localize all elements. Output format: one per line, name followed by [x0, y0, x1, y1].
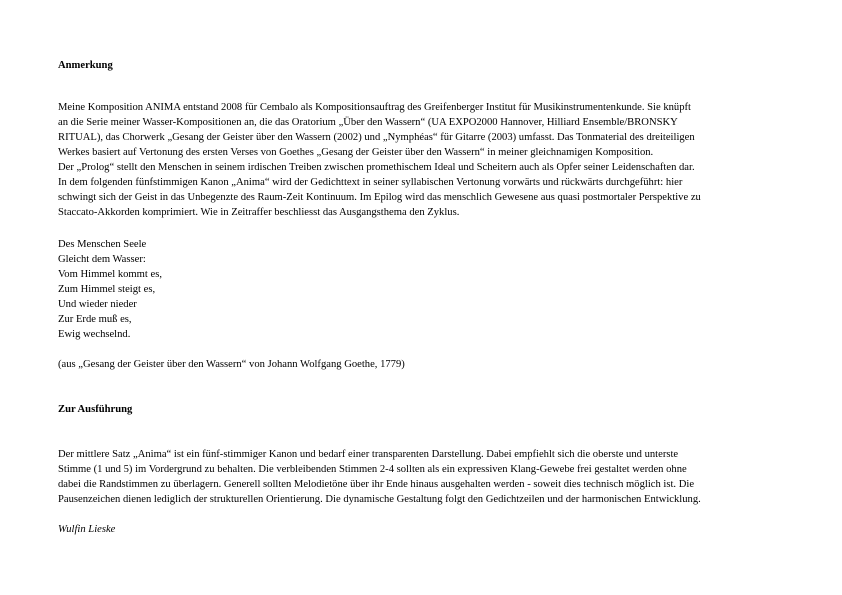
intro-line: an die Serie meiner Wasser-Kompositionen an, die das Oratorium „Über den Wassern“ (UA EXPO2000 Hannover, Hilliard Ensemble/BRONSKY: [58, 117, 678, 128]
intro-paragraph: [58, 100, 790, 220]
heading-anmerkung: Anmerkung: [58, 60, 113, 71]
performance-line: Pausenzeichen dienen lediglich der strukturellen Orientierung. Die dynamische Gestaltung folgt den Gedichtzeilen und der harmonischen Entwicklung.: [58, 494, 701, 505]
performance-paragraph: [58, 447, 790, 507]
poem-line: Ewig wechselnd.: [58, 329, 131, 340]
poem-source: (aus „Gesang der Geister über den Wassern“ von Johann Wolfgang Goethe, 1779): [58, 359, 405, 370]
poem-line: Vom Himmel kommt es,: [58, 269, 162, 280]
intro-line: Staccato-Akkorden komprimiert. Wie in Zeitraffer beschliesst das Ausgangsthema den Zyklus.: [58, 207, 460, 218]
intro-line: schwingt sich der Geist in das Unbegenzte des Raum-Zeit Kontinuum. Im Epilog wird das menschlich Gewesene aus quasi postmortaler Perspektive zu: [58, 192, 701, 203]
poem-line: Und wieder nieder: [58, 299, 137, 310]
performance-line: Der mittlere Satz „Anima“ ist ein fünf-stimmiger Kanon und bedarf einer transparenten Darstellung. Dabei empfiehlt sich die oberste und unterste: [58, 449, 679, 460]
poem-line: Zum Himmel steigt es,: [58, 284, 156, 295]
poem-line: Zur Erde muß es,: [58, 314, 132, 325]
intro-line: RITUAL), das Chorwerk „Gesang der Geister über den Wassern (2002) und „Nymphéas“ für Gitarre (2003) umfasst. Das Tonmaterial des dreiteiligen: [58, 132, 695, 143]
intro-line: In dem folgenden fünfstimmigen Kanon „Anima“ wird der Gedichttext in seiner syllabischen Vertonung vorwärts und rückwärts durchgeführt: hier: [58, 177, 683, 188]
poem: [58, 237, 790, 342]
poem-line: Gleicht dem Wasser:: [58, 254, 146, 265]
intro-line: Werkes basiert auf Vertonung des ersten Verses von Goethes „Gesang der Geister über den Wassern“ in meiner gleichnamigen Komposition.: [58, 147, 654, 158]
signature: Wulfin Lieske: [58, 524, 116, 535]
intro-line: Der „Prolog“ stellt den Menschen in seinem irdischen Treiben zwischen promethischem Ideal und Scheitern auch als Opfer seiner Leidenschaften dar.: [58, 162, 695, 173]
intro-line: Meine Komposition ANIMA entstand 2008 für Cembalo als Kompositionsauftrag des Greifenberger Institut für Musikinstrumentenkunde. Sie knüpft: [58, 102, 691, 113]
performance-line: Stimme (1 und 5) im Vordergrund zu behalten. Die verbleibenden Stimmen 2-4 sollten als ein expressiven Klang-Gewebe frei gestaltet werden ohne: [58, 464, 687, 475]
performance-line: dabei die Randstimmen zu überlagern. Generell sollten Melodietöne über ihr Ende hinaus ausgehalten werden - soweit dies technisch möglich ist. Die: [58, 479, 695, 490]
poem-line: Des Menschen Seele: [58, 239, 147, 250]
heading-zur-ausfuehrung: Zur Ausführung: [58, 404, 133, 415]
